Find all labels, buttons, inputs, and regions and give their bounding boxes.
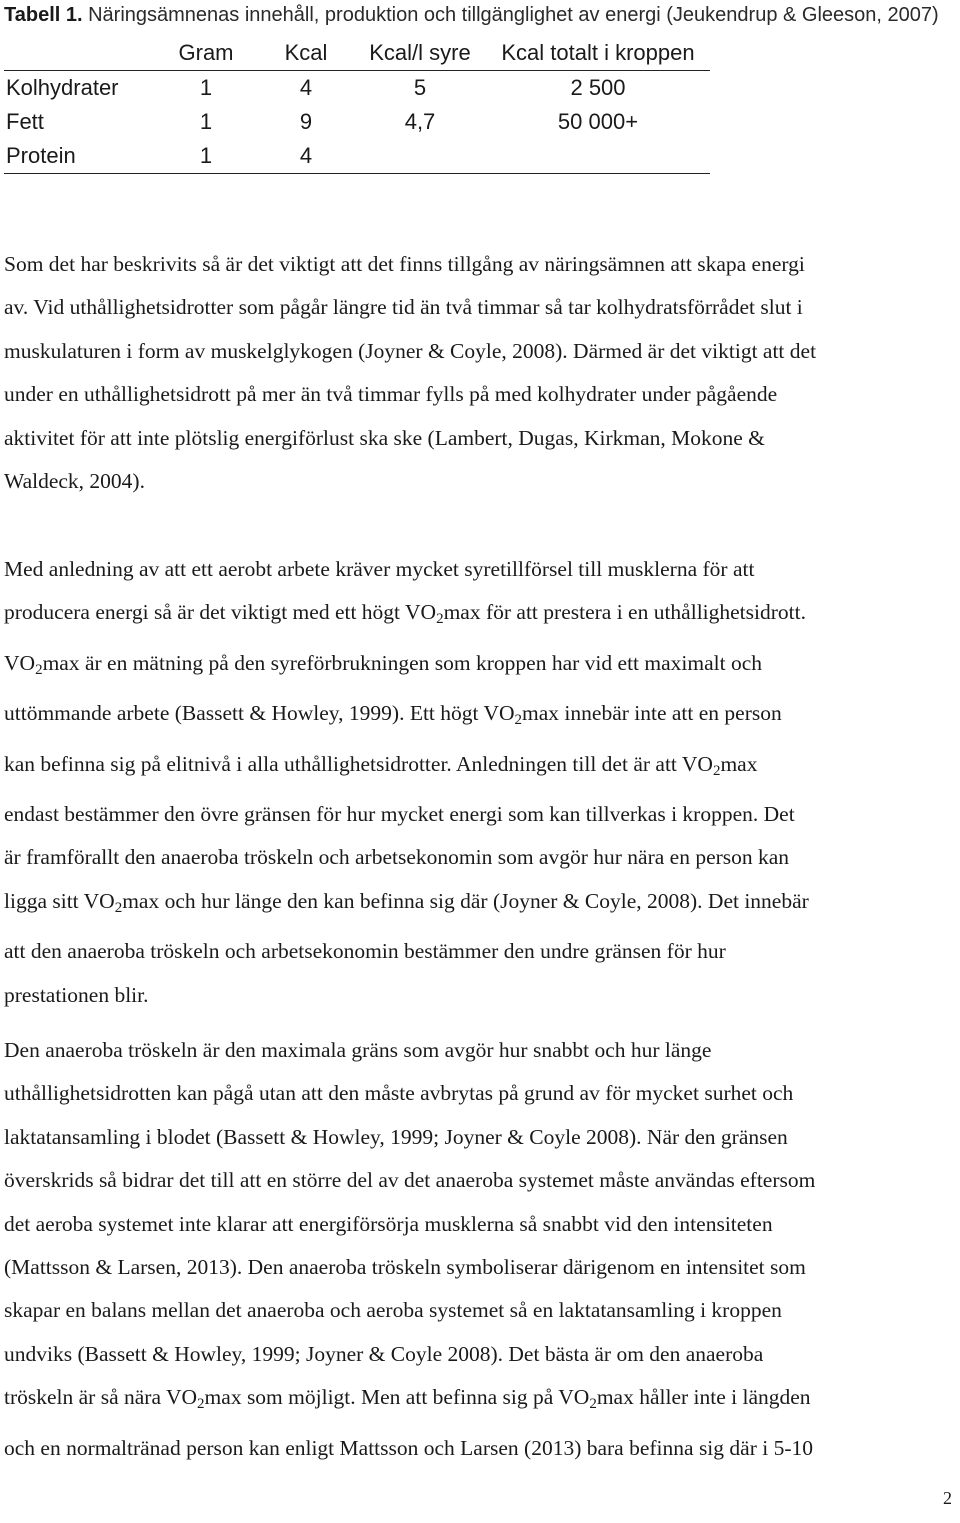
text-line: (Mattsson & Larsen, 2013). Den anaeroba tröskeln symboliserar därigenom en intensitet som <box>4 1255 806 1280</box>
text-line: är framförallt den anaeroba tröskeln och arbetsekonomin som avgör hur nära en person kan <box>4 845 790 870</box>
table-cell: Protein <box>6 143 76 168</box>
table-cell: 5 <box>413 75 427 100</box>
table-cell: 1 <box>199 75 213 100</box>
text-line: muskulaturen i form av muskelglykogen (Joyner & Coyle, 2008). Därmed är det viktigt att det <box>4 338 817 363</box>
table-row <box>4 105 710 139</box>
text-line: av. Vid uthållighetsidrotter som pågår längre tid än två timmar så tar kolhydratsförrådet slut i <box>4 295 803 320</box>
text-line: överskrids så bidrar det till att en större del av det anaeroba systemet måste användas eftersom <box>4 1168 816 1193</box>
text-line: undviks (Bassett & Howley, 1999; Joyner & Coyle 2008). Det bästa är om den anaeroba <box>4 1341 764 1366</box>
caption-label: Tabell 1. <box>4 4 83 26</box>
text-line: prestationen blir. <box>4 982 149 1007</box>
text-line: under en uthållighetsidrott på mer än två timmar fylls på med kolhydrater under pågående <box>4 382 778 407</box>
table-cell: 4,7 <box>404 109 436 134</box>
table-caption <box>4 2 954 28</box>
nutrient-table <box>4 36 710 174</box>
table-cell: 9 <box>299 109 313 134</box>
table-header-row <box>4 36 710 71</box>
table-cell: Kolhydrater <box>6 75 119 100</box>
text-line: endast bestämmer den övre gränsen för hur mycket energi som kan tillverkas i kroppen. Det <box>4 802 795 827</box>
table-row <box>4 139 710 174</box>
text-line: ligga sitt $VO_2\max$ och hur länge den kan befinna sig där (Joyner & Coyle, 2008). Det innebär <box>4 888 809 916</box>
table-cell: Fett <box>6 109 44 134</box>
text-line: Waldeck, 2004). <box>4 469 145 494</box>
paragraph-vo2max <box>4 548 956 1017</box>
text-line: Med anledning av att ett aerobt arbete kräver mycket syretillförsel till musklerna för att <box>4 557 755 581</box>
table-cell: 2 500 <box>570 75 626 100</box>
table-cell: 4 <box>299 75 313 100</box>
table-cell: 4 <box>299 143 313 168</box>
table-cell: 50 000+ <box>557 109 639 134</box>
text-line: skapar en balans mellan det anaeroba och aeroba systemet så en laktatansamling i kroppen <box>4 1298 782 1323</box>
text-line: och en normaltränad person kan enligt Mattsson och Larsen (2013) bara befinna sig där i 5-10 <box>4 1435 813 1460</box>
text-line: det aeroba systemet inte klarar att energiförsörja musklerna så snabbt vid den intensiteten <box>4 1211 773 1236</box>
table-row <box>4 71 710 105</box>
table-header-cell: Kcal/l syre <box>369 40 471 65</box>
text-line: uttömmande arbete (Bassett & Howley, 1999). Ett högt $VO_2\max$ innebär inte att en person <box>4 701 782 729</box>
paragraph-anaerobic-threshold <box>4 1029 956 1470</box>
text-line: Den anaeroba tröskeln är den maximala gräns som avgör hur snabbt och hur länge <box>4 1038 712 1062</box>
table-header-cell: Kcal <box>284 40 328 65</box>
table-header-cell: Kcal totalt i kroppen <box>501 40 695 65</box>
paragraph-carbohydrates <box>4 243 956 503</box>
table-cell: 1 <box>199 143 213 168</box>
table-cell: 1 <box>199 109 213 134</box>
text-line: laktatansamling i blodet (Bassett & Howley, 1999; Joyner & Coyle 2008). När den gränsen <box>4 1124 788 1149</box>
text-line: kan befinna sig på elitnivå i alla uthållighetsidrotter. Anledningen till det är att $VO_2\max$ <box>4 751 758 779</box>
table-header-cell: Gram <box>178 40 234 65</box>
caption-text: Näringsämnenas innehåll, produktion och tillgänglighet av energi (Jeukendrup & Gleeson, 2007) <box>88 4 939 26</box>
text-line: att den anaeroba tröskeln och arbetsekonomin bestämmer den undre gränsen för hur <box>4 939 726 964</box>
text-line: Som det har beskrivits så är det viktigt att det finns tillgång av näringsämnen att skapa energi <box>4 252 805 276</box>
text-line: $VO_2\max$ är en mätning på den syreförbrukningen som kroppen har vid ett maximalt och <box>4 650 763 678</box>
text-line: tröskeln är så nära $VO_2\max$ som möjligt. Men att befinna sig på $VO_2\max$ håller inte i längden <box>4 1385 811 1413</box>
page-number: 2 <box>943 1488 952 1508</box>
text-line: producera energi så är det viktigt med ett högt $VO_2\max$ för att prestera i en uthållighetsidrott. <box>4 600 806 628</box>
text-line: aktivitet för att inte plötslig energiförlust ska ske (Lambert, Dugas, Kirkman, Mokone & <box>4 425 765 450</box>
text-line: uthållighetsidrotten kan pågå utan att den måste avbrytas på grund av för mycket surhet och <box>4 1081 794 1106</box>
